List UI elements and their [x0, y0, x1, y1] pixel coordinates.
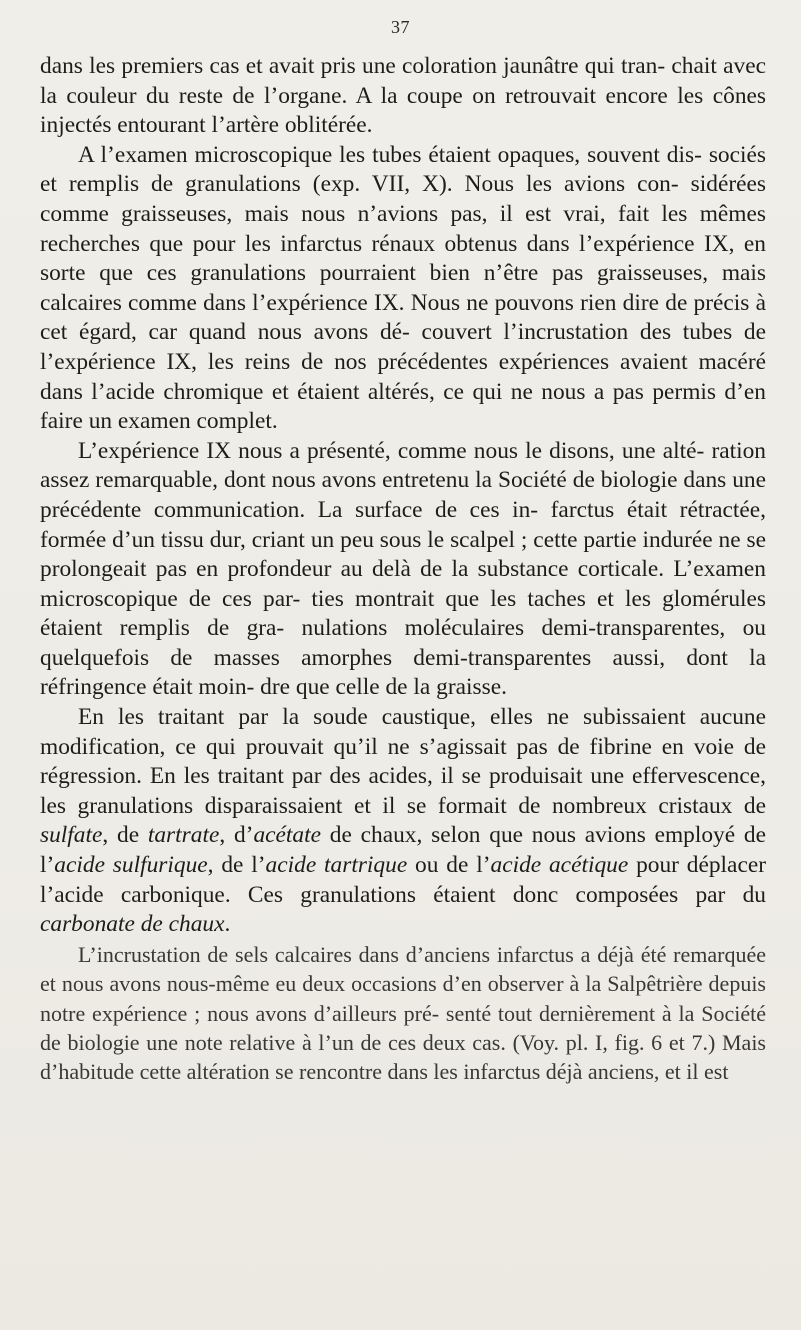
italic-term: acide sulfurique	[54, 852, 208, 879]
paragraph-1	[40, 52, 766, 141]
text-run: .	[224, 911, 231, 938]
paragraph-5	[40, 940, 766, 1087]
text-run: A l’examen microscopique les tubes étaient opaques, souvent dis- sociés et remplis de granulations (exp. VII, X). Nous les avions con- sidérées comme graisseuses, mais nous n’avions pas, il est vrai, fait les mêmes recherches que pour les infarctus rénaux obtenus dans l’expérience IX, en sorte que ces granulations pourraient bien n’être pas graisseuses, mais calcaires comme dans l’expérience IX. Nous ne pouvons rien dire de précis à cet égard, car quand nous avons dé- couvert l’incrustation des tubes de l’expérience IX, les reins de nos précédentes expériences avaient macéré dans l’acide chromique et étaient altérés, ce qui ne nous a pas permis d’en faire un examen complet.	[40, 141, 766, 435]
text-run: , d’	[219, 822, 254, 849]
text-run: de chaux, selon que nous avions employé de l’	[40, 822, 766, 879]
italic-term: acétate	[253, 822, 321, 849]
paragraph-2	[40, 141, 766, 437]
italic-term: carbonate de chaux	[40, 911, 225, 938]
text-run: dans les premiers cas et avait pris une coloration jaunâtre qui tran- chait avec la couleur du reste de l’organe. A la coupe on retrouvait encore les cônes injectés entourant l’artère oblitérée.	[40, 53, 766, 139]
text-run: , de	[102, 822, 148, 849]
text-run: ou de l’	[407, 852, 491, 879]
body-text	[40, 52, 766, 1087]
text-run: pour déplacer l’acide carbonique. Ces granulations étaient donc composées par du	[40, 852, 766, 908]
italic-term: acide acétique	[490, 852, 629, 879]
paragraph-3	[40, 437, 766, 703]
text-run: En les traitant par la soude caustique, elles ne subissaient aucune modification, ce qui prouvait qu’il ne s’agissait pas de fibrine en voie de régression. En les traitant par des acides, il se produisait une effervescence, les granulations disparaissaient et il se formait de nombreux cristaux de	[40, 704, 766, 819]
italic-term: tartrate	[147, 822, 220, 849]
page-number: 37	[391, 17, 410, 37]
text-run: L’expérience IX nous a présenté, comme nous le disons, une alté- ration assez remarquable, dont nous avons entretenu la Société de biologie dans une précédente communication. La surface de ces in- farctus était rétractée, formée d’un tissu dur, criant un peu sous le scalpel ; cette partie indurée ne se prolongeait pas en profondeur au delà de la substance corticale. L’examen microscopique de ces par- ties montrait que les taches et les glomérules étaient remplis de gra- nulations moléculaires demi-transparentes, ou quelquefois de masses amorphes demi-transparentes aussi, dont la réfringence était moin- dre que celle de la graisse.	[40, 437, 766, 701]
italic-term: acide tartrique	[265, 852, 408, 879]
italic-term: sulfate	[40, 822, 103, 849]
paragraph-4	[40, 703, 766, 940]
text-run: , de l’	[207, 852, 266, 879]
text-run: L’incrustation de sels calcaires dans d’anciens infarctus a déjà été remarquée et nous avons nous-même eu deux occasions d’en observer à la Salpêtrière depuis notre expérience ; nous avons d’ailleurs pré- senté tout dernièrement à la Société de biologie une note relative à l’un de ces deux cas. (Voy. pl. I, fig. 6 et 7.) Mais d’habitude cette altération se rencontre dans les infarctus déjà anciens, et il est	[40, 941, 766, 1085]
